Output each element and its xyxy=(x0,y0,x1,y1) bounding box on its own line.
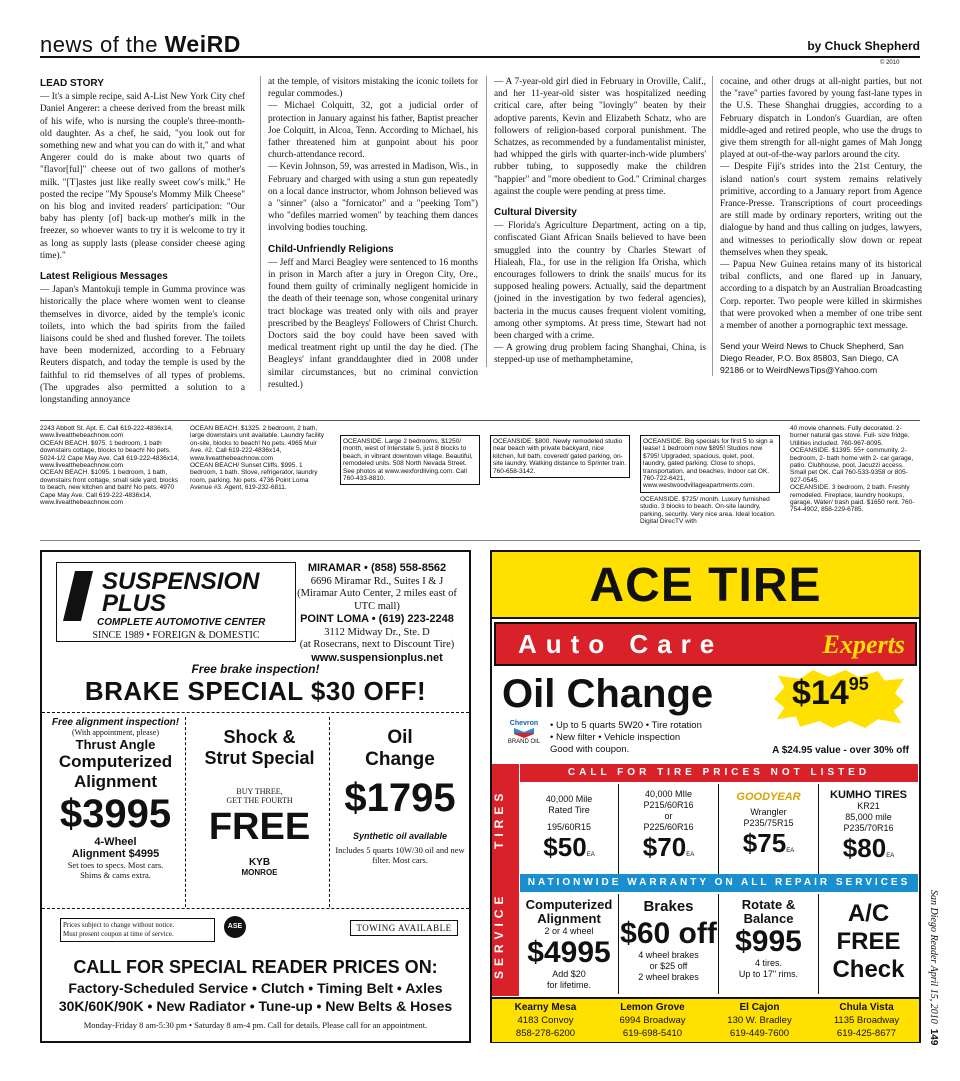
page-header xyxy=(40,30,920,58)
addresses: MIRAMAR • (858) 558-8562 6696 Miramar Rd., Suites I & J (Miramar Auto Center, 2 miles east of UTC mall) POINT LOMA • (619) 223-2248 3112 Midway Dr., Ste. D (at Rosecrans, next to Discount Tire) www.suspensionplus.net xyxy=(297,562,457,664)
ace-title: ACE TIRE xyxy=(589,559,822,612)
section-heading: Cultural Diversity xyxy=(494,207,577,219)
tire-offer: KUMHO TIRES KR21 85,000 mile P235/70R16 $80EA xyxy=(830,789,907,863)
paragraph: — Despite Fiji's strides into the 21st Century, the island nation's court system remains relatively primitive, according to a January report from Agence France-Presse. Transcriptions of court proceedings are still made by ordinary reporters, writing out the dialogue by hand and thus calling on judges, lawyers, and witnesses to periodically slow down or repeat themselves when they speak. xyxy=(720,162,922,258)
oil-price: $\$14^{95}$ xyxy=(792,674,869,712)
tire-offer: 40,000 Mile Rated Tire 195/60R15 $50EA xyxy=(520,784,619,874)
copyright: © 2010 xyxy=(880,60,900,66)
location: El Cajon 130 W. Bradley 619-449-7600 xyxy=(727,1002,792,1039)
free-inspection: Free brake inspection! xyxy=(191,662,320,676)
service-offer: A/C FREE Check xyxy=(832,900,905,983)
since-text: SINCE 1989 • FOREIGN & DOMESTIC xyxy=(92,630,260,641)
service-offer: Rotate & Balance $995 4 tires. Up to 17" rims. xyxy=(719,894,819,994)
paragraph: cocaine, and other drugs at all-night parties, but not the "rave" parties favored by young fast-lane types in the U.S. These Shanghai druggies, according to a February dispatch in London's Guardian, are often middle-aged and retired people, who use the drugs to give them strength for all-night games of Mah Jongg played at out-of-the-way parlors around the city. xyxy=(720,77,922,161)
warranty-bar: NATIONWIDE WARRANTY ON ALL REPAIR SERVICES xyxy=(520,874,918,892)
oil-details: • Up to 5 quarts 5W20 • Tire rotation • New filter • Vehicle inspection Good with coupon. xyxy=(550,720,702,755)
coupon-alignment: Free alignment inspection! (With appointment, please) Thrust Angle Computerized Alignment $3995 4-Wheel Alignment $4995 Set toes to specs. Most cars. Shims & cams extra. xyxy=(46,717,186,907)
send-info: Send your Weird News to Chuck Shepherd, San Diego Reader, P.O. Box 85803, San Diego, CA 92186 or to WeirdNewsTips@Yahoo.com xyxy=(720,341,904,376)
towing-available: TOWING AVAILABLE xyxy=(350,920,458,936)
tire-offer: 40,000 MIle P215/60R16 or P225/60R16 $70EA xyxy=(619,784,719,874)
paragraph: — A growing drug problem facing Shanghai, China, is stepped-up use of methamphetamine, xyxy=(494,343,706,366)
coupon-oil-change: Oil Change $1795 Synthetic oil available Includes 5 quarts 10W/30 oil and new filter. Most cars. xyxy=(335,727,465,865)
classified-ad: OCEANSIDE. $725/ month. Luxury furnished studio. 3 blocks to beach. On-site laundry, parking, security. Very nice area. Ideal location. Digital DirecTV with xyxy=(640,495,776,526)
location: Lemon Grove 6994 Broadway 619-698-5410 xyxy=(619,1002,686,1039)
chevron-logo-icon: Chevron BRAND OIL xyxy=(507,720,541,745)
classified-ad: OCEAN BEACH. $1325. 2 bedroom, 2 bath, large downstairs unit available. Laundry facility on-site, blocks to beach! No pets. 4965 Muir Ave. #2. Call 619-222-4836x14, www.liveatthebeachnow.com OCEAN BEACH/ Sunset Cliffs. $995. 1 bedroom, 1 bath. Stove, refrigerator, laundry room, parking. No pets. 4736 Point Loma Avenue #3. Agent, 619-232-6811. xyxy=(190,425,325,492)
suspension-plus-ad xyxy=(40,550,471,1043)
value-note: A $24.95 value - over 30% off xyxy=(772,745,909,756)
classified-ad-column xyxy=(640,435,780,525)
paragraph: — It's a simple recipe, said A-List New York City chef Daniel Angerer: a cheese derived from the breast milk of his wife, who is nursing the couple's three-month-old daughter. As a chef, he said, "you look out for something new and what you can do with it," and what Angerer could do is make about two quarts of "flavor[ful]" cheese out of two gallons of mother's milk. "[T]astes just like really sweet cow's milk." He posted the recipe "My Spouse's Mommy Milk Cheese" on his blog and invited readers' participation: "Our baby has plenty [of] back-up mother's milk in the freezer, so whoever wants to try it is welcome to try it as long as supply lasts (please consider cheese aging time)." xyxy=(40,92,245,261)
paragraph: — Florida's Agriculture Department, acting on a tip, confiscated Giant African Snails believed to have been smuggled into the country by Charles Stewart of Hialeah, Fla., for use in the religion Ifa Orisha, which encourages followers to drink the snails' mucus for its supposed healing powers. Actually, said the department (joined in the investigation by two federal agencies), bacteria in the mucus causes frequent violent vomiting, among other symptoms. At press time, Stewart had not been charged with a crime. xyxy=(494,221,706,342)
divider xyxy=(40,540,920,541)
section-heading: Child-Unfriendly Religions xyxy=(268,243,394,255)
service-label: SERVICE xyxy=(492,874,519,996)
locations xyxy=(492,997,919,1042)
logo-text: SUSPENSION PLUS xyxy=(102,568,260,617)
byline: by Chuck Shepherd xyxy=(807,39,920,53)
paragraph: — Japan's Mantokuji temple in Gumma province was historically the place where women went to cleanse themselves in divorce, aided by the temple's iconic toilets, into which the bad spirits from the failed liaisons could be shed and flushed forever. The toilets have been modernized, according to a February Reuters dispatch, and today the temple is used by the faithful to rid themselves of all types of problems. (The upgrades also permitted a solution to a longstanding annoyance xyxy=(40,285,245,406)
paragraph: — A 7-year-old girl died in February in Oroville, Calif., and her 11-year-old sister was hospitalized needing critical care, after being "lovingly" beaten by their adoptive parents, Kevin and Elizabeth Schatz, who are followers of religion-based corporal punishment. The Schatzes, as recommended by a fundamentalist minister, had whipped the girls with quarter-inch-wide plumbers' rubber tubing, to supposedly make the children "happier" and "more obedient to God." Criminal charges against the couple were pending at press time. xyxy=(494,77,706,197)
service-offer: Computerized Alignment 2 or 4 wheel $4995 Add $20 for lifetime. xyxy=(520,894,619,994)
location: Kearny Mesa 4183 Convoy 858-278-6200 xyxy=(514,1002,577,1039)
classified-ad: 2243 Abbott St. Apt. E. Call 619-222-4836x14, www.liveatthebeachnow.com OCEAN BEACH. $975. 1 bedroom, 1 bath downstairs cottage, blocks to beach! No pets. 5024-1/2 Cape May Ave. Call 619-222-4836x14, www.liveatthebeachnow.com OCEAN BEACH. $1095. 1 bedroom, 1 bath, downstairs front cottage, small side yard, blocks to beach, new kitchen and bath! No pets. 4970 Cape May Ave. Call 619-222-4836x14, www.liveatthebeachnow.com xyxy=(40,425,180,507)
ace-tire-ad xyxy=(490,550,921,1043)
ace-header xyxy=(492,552,919,619)
service-offer: Brakes $60 off 4 wheel brakes or $25 off 2 wheel brakes xyxy=(619,894,719,994)
article-column-1 xyxy=(40,76,245,406)
article-column-4 xyxy=(712,76,922,376)
paragraph: — Jeff and Marci Beagley were sentenced to 16 months in prison in March after a jury in Oregon City, Ore., found them guilty of criminally negligent homicide in the death of their teenage son, whose congenital urinary tract blockage was treated only with oils and prayer prescribed by the Beagleys' Followers of Christ Church. Doctors said the boy could have been saved with medical treatment right up until the day he died. (The Beagleys' infant granddaughter died in 2008 under similar circumstances, but no criminal conviction resulted.) xyxy=(268,257,478,390)
logo-mark-icon xyxy=(63,571,93,621)
classified-ad-boxed: OCEANSIDE. $800. Newly remodeled studio near beach with private backyard, nice kitchen, full bath, covered/ gated parking, on-site laundry. Walking distance to Sprinter train. 760-658-3142. xyxy=(490,435,630,478)
section-heading: Latest Religious Messages xyxy=(40,271,168,283)
classified-ad-boxed: OCEANSIDE. Big specials for first 5 to sign a lease! 1 bedroom now $895! Studios now $795! Upgraded, spacious, quiet, pool, laundry, gated parking. Close to shops, transportation, and beaches. Indoor cat OK. 760-722-6421, www.westwoodvillageapartments.com. xyxy=(640,435,780,493)
call-bar: CALL FOR TIRE PRICES NOT LISTED xyxy=(520,764,918,782)
logo-box xyxy=(56,562,296,642)
disclaimer: Prices subject to change without notice. Must present coupon at time of service. xyxy=(60,918,215,942)
paragraph: at the temple, of visitors mistaking the iconic toilets for regular commodes.) xyxy=(268,77,478,100)
section-heading: LEAD STORY xyxy=(40,78,104,89)
call-block: CALL FOR SPECIAL READER PRICES ON: Factory-Scheduled Service • Clutch • Timing Belt • Axles 30K/60K/90K • New Radiator • Tune-up • New Belts & Hoses Monday-Friday 8 am-5:30 pm • Saturday 8 am-4 pm. Call for details. Please call for an appointment. xyxy=(58,957,453,1030)
article-column-2 xyxy=(260,76,478,391)
tire-offer: GOODYEAR Wrangler P235/75R15 $75EA xyxy=(719,784,819,874)
article-column-3 xyxy=(486,76,706,367)
oil-change-title: Oil Change xyxy=(502,672,714,716)
tires-label: TIRES xyxy=(492,764,519,874)
page-footer: San Diego Reader April 15, 2010 149 xyxy=(928,890,939,1046)
classified-ad-column: 40 movie channels. Fully decorated. 2-burner natural gas stove. Full- size fridge. Utilities included. 760-967-8095. OCEANSIDE. $1395. 55+ community. 2-bedroom, 2- bath home with 2- car garage, patio. Clubhouse, pool, Jacuzzi access. Small pet OK. Call 760-533-9358 or 805-927-0545. OCEANSIDE. 3 bedroom, 2 bath. Freshly remodeled. Fireplace, laundry hookups, garage. Water/ trash paid. $1650 rent. 760-754-4902, 858-229-6785. xyxy=(790,425,915,514)
auto-care-bar: Auto Care Experts xyxy=(494,622,917,666)
coupon-shock-strut: Shock & Strut Special BUY THREE, GET THE FOURTH FREE KYB MONROE xyxy=(190,717,330,907)
divider xyxy=(40,420,920,421)
ase-logo-icon: ASE xyxy=(224,916,246,938)
brake-special: BRAKE SPECIAL $30 OFF! xyxy=(84,676,427,706)
column-title: news of the WeiRD xyxy=(40,31,241,57)
paragraph: — Kevin Johnson, 59, was arrested in Madison, Wis., in February and charged with using a stun gun repeatedly on a local dance instructor, whom Johnson believed was a "sinner" (also a "fornicator" and a "peeking Tom") who "defiles married women" by teaching them dances involving bodies touching. xyxy=(268,162,478,234)
paragraph: — Papua New Guinea retains many of its historical tribal conflicts, and one flared up in January, according to a dispatch by an Australian Broadcasting Corp. reporter. Two people were killed in skirmishes that were provoked when a member of one tribe sent a member of another a pornographic text message. xyxy=(720,260,922,332)
logo-subtitle: COMPLETE AUTOMOTIVE CENTER xyxy=(97,617,266,628)
paragraph: — Michael Colquitt, 32, got a judicial order of protection in January against his father, Baptist preacher Joe Colquitt, in Alcoa, Tenn. According to Michael, his father threatened him at gunpoint about his poor church-attendance record. xyxy=(268,101,478,161)
location: Chula Vista 1135 Broadway 619-425-8677 xyxy=(833,1002,900,1039)
classified-ad-boxed: OCEANSIDE. Large 2 bedrooms, $1250/ month, west of Interstate 5, just 8 blocks to beach, in vibrant downtown village. Beautiful, remodeled units. 508 North Nevada Street. See photos at www.wexfordliving.com. Call 760-433-8810. xyxy=(340,435,480,485)
